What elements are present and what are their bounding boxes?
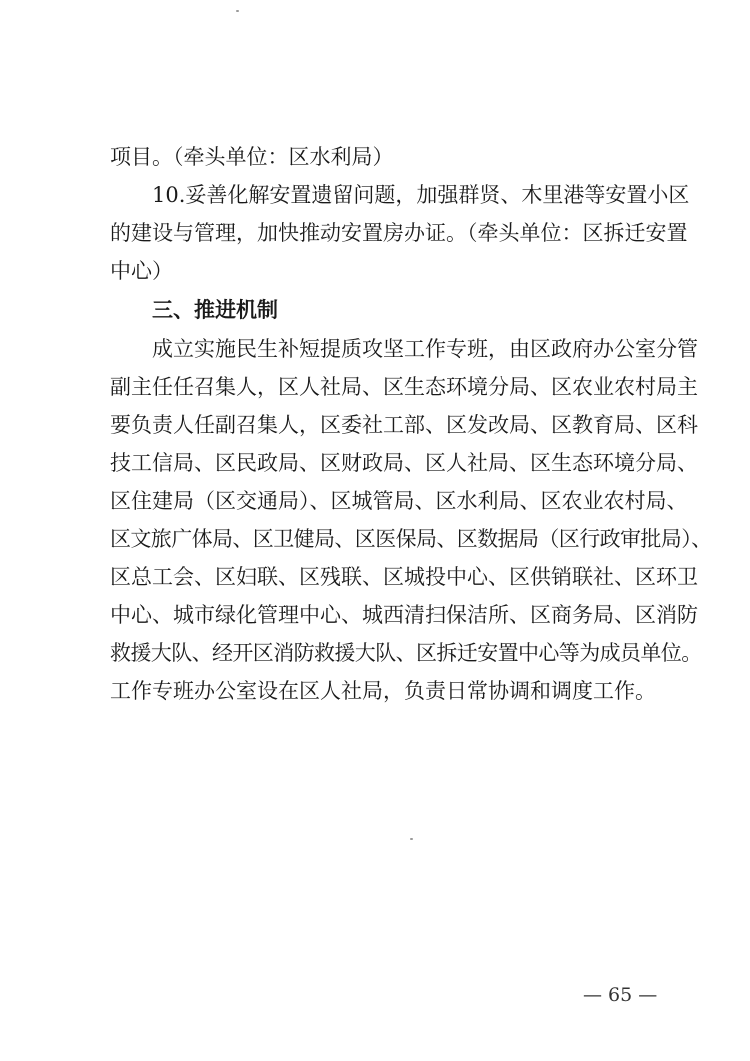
paragraph-line-5	[0, 482, 750, 520]
body-text: 项目。（牵头单位：区水利局）	[110, 145, 394, 169]
scan-speck	[236, 10, 239, 12]
body-text: 的建设与管理，加快推动安置房办证。（牵头单位：区拆迁安置	[110, 221, 688, 245]
section-heading: 三、推进机制	[152, 298, 278, 322]
paragraph-line-1	[0, 330, 750, 368]
paragraph-line-9	[0, 634, 750, 672]
list-item-10-text: 10.妥善化解安置遗留问题，加强群贤、木里港等安置小区	[152, 183, 690, 207]
item-10-line-2	[0, 214, 750, 252]
paragraph-text: 技工信局、区民政局、区财政局、区人社局、区生态环境分局、	[110, 451, 698, 475]
body-line-project-lead-water	[0, 138, 750, 176]
paragraph-text: 区总工会、区妇联、区残联、区城投中心、区供销联社、区环卫	[110, 565, 698, 589]
page-number: — 65 —	[583, 984, 658, 1006]
paragraph-line-2	[0, 368, 750, 406]
paragraph-text: 区文旅广体局、区卫健局、区医保局、区数据局（区行政审批局）、	[110, 527, 712, 551]
paragraph-text: 要负责人任副召集人，区委社工部、区发改局、区教育局、区科	[110, 413, 698, 437]
paragraph-text: 救援大队、经开区消防救援大队、区拆迁安置中心等为成员单位。	[110, 641, 702, 665]
paragraph-text: 中心、城市绿化管理中心、城西清扫保洁所、区商务局、区消防	[110, 603, 698, 627]
paragraph-line-6	[0, 520, 750, 558]
item-10-line-1	[0, 176, 750, 214]
paragraph-text: 区住建局（区交通局）、区城管局、区水利局、区农业农村局、	[110, 489, 688, 513]
paragraph-text: 副主任任召集人，区人社局、区生态环境分局、区农业农村局主	[110, 375, 698, 399]
paragraph-line-8	[0, 596, 750, 634]
paragraph-text: 工作专班办公室设在区人社局，负责日常协调和调度工作。	[110, 679, 656, 703]
section-heading-line	[0, 291, 750, 329]
paragraph-line-10	[0, 672, 750, 710]
paragraph-text: 成立实施民生补短提质攻坚工作专班，由区政府办公室分管	[152, 337, 698, 361]
paragraph-line-4	[0, 444, 750, 482]
scan-speck	[410, 838, 413, 840]
paragraph-line-7	[0, 558, 750, 596]
paragraph-line-3	[0, 406, 750, 444]
body-text: 中心）	[110, 259, 173, 283]
item-10-line-3	[0, 252, 750, 290]
